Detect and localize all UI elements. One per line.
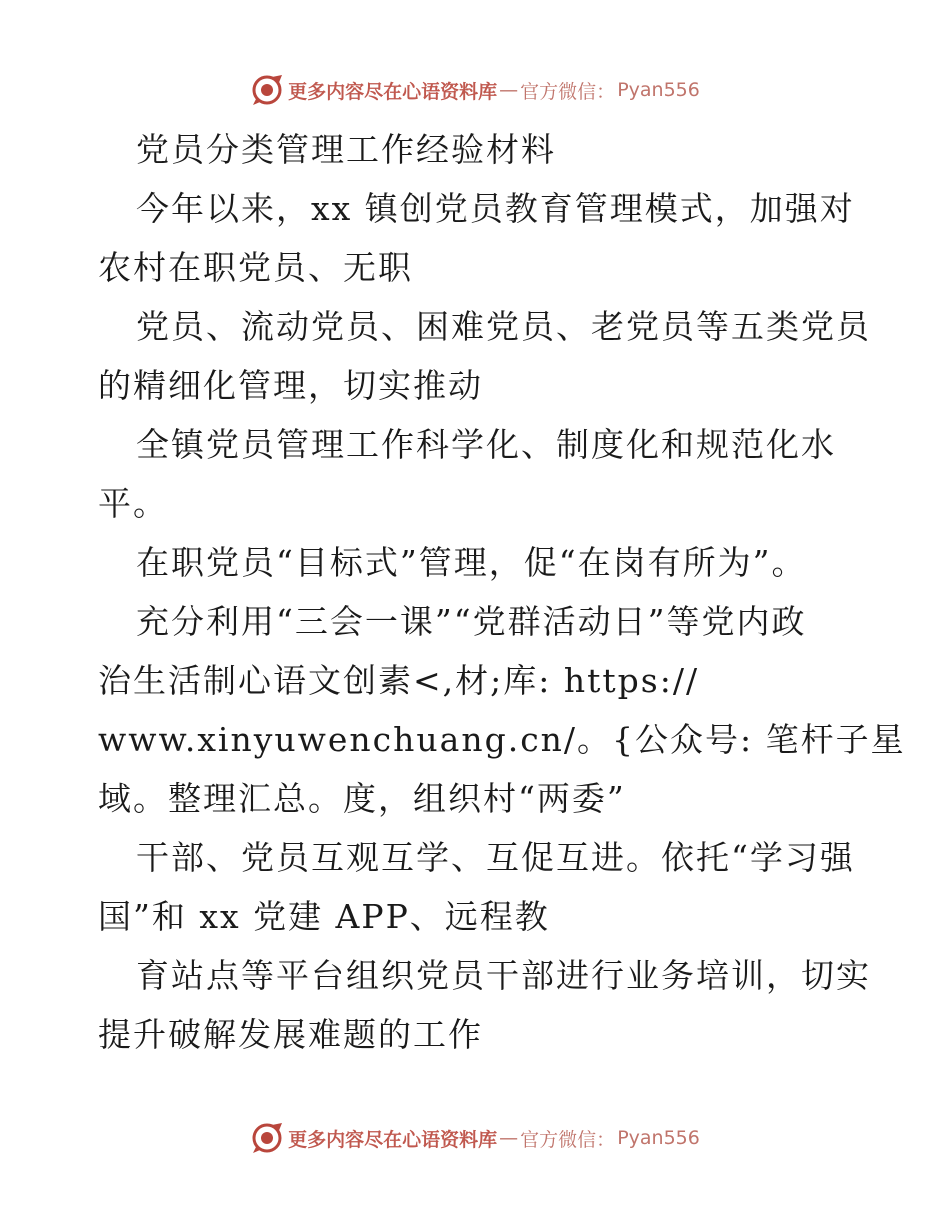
paragraph-line: 的精细化管理，切实推动 bbox=[98, 366, 483, 405]
header-banner bbox=[0, 70, 950, 110]
wechat-account: Pyan556 bbox=[617, 1127, 700, 1149]
paragraph-line: 育站点等平台组织党员干部进行业务培训，切实 bbox=[136, 956, 871, 995]
wechat-label: 官方微信： bbox=[520, 1128, 616, 1151]
site-name: 更多内容尽在心语资料库 bbox=[288, 1128, 498, 1151]
brand-logo-icon bbox=[250, 1121, 284, 1155]
paragraph-line: www.xinyuwenchuang.cn/。{公众号: 笔杆子星 bbox=[98, 720, 906, 759]
paragraph-line: 全镇党员管理工作科学化、制度化和规范化水 bbox=[136, 425, 836, 464]
banner-dash: — bbox=[499, 79, 519, 101]
footer-banner bbox=[0, 1118, 950, 1158]
paragraph-line: 农村在职党员、无职 bbox=[98, 248, 413, 287]
paragraph-line: 治生活制心语文创素<,材;库: https:// bbox=[98, 661, 700, 700]
site-name: 更多内容尽在心语资料库 bbox=[288, 80, 498, 103]
paragraph-line: 干部、党员互观互学、互促互进。依托“学习强 bbox=[136, 838, 855, 877]
paragraph-line: 充分利用“三会一课”“党群活动日”等党内政 bbox=[136, 602, 807, 641]
paragraph-line: 党员、流动党员、困难党员、老党员等五类党员 bbox=[136, 307, 871, 346]
paragraph-line: 在职党员“目标式”管理，促“在岗有所为”。 bbox=[136, 543, 807, 582]
brand-logo-icon bbox=[250, 73, 284, 107]
wechat-account: Pyan556 bbox=[617, 79, 700, 101]
paragraph-line: 平。 bbox=[98, 484, 168, 523]
banner-dash: — bbox=[499, 1127, 519, 1149]
document-title: 党员分类管理工作经验材料 bbox=[136, 130, 556, 169]
document-body bbox=[98, 120, 906, 1064]
paragraph-line: 今年以来，xx 镇创党员教育管理模式，加强对 bbox=[136, 189, 855, 228]
paragraph-line: 域。整理汇总。度，组织村“两委” bbox=[98, 779, 626, 818]
wechat-label: 官方微信： bbox=[520, 80, 616, 103]
paragraph-line: 国”和 xx 党建 APP、远程教 bbox=[98, 897, 550, 936]
paragraph-line: 提升破解发展难题的工作 bbox=[98, 1015, 483, 1054]
